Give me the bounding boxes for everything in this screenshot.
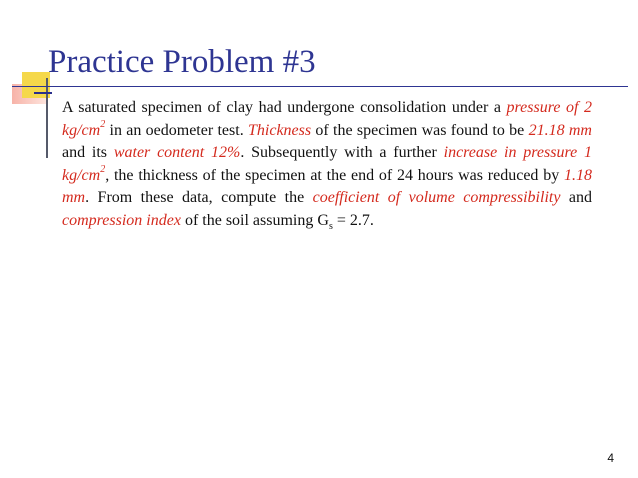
highlight-coefficient: coefficient of volume compressibility xyxy=(312,189,561,207)
highlight-thickness-value: 21.18 mm xyxy=(528,121,592,139)
problem-text: . From these data, compute the xyxy=(85,189,313,207)
highlight-pressure-increase: increase in pressure 1 $kg/cm^2$ xyxy=(62,144,593,184)
problem-text: in an oedometer test. xyxy=(105,121,248,139)
slide-title: Practice Problem #3 xyxy=(48,44,316,80)
problem-text: of the soil assuming G xyxy=(180,211,329,229)
problem-text: = 2.7. xyxy=(332,211,374,229)
highlight-pressure: pressure of 2 $kg/cm^2$ xyxy=(62,99,593,139)
decorative-horizontal-bar xyxy=(34,92,52,94)
subscript-s: s xyxy=(328,221,333,233)
title-underline xyxy=(12,86,628,87)
problem-text: A saturated specimen of clay had undergone consolidation under a xyxy=(62,99,507,116)
page-number: 4 xyxy=(607,451,614,465)
problem-text: and xyxy=(560,189,593,207)
highlight-compression-index: compression index xyxy=(62,211,181,229)
problem-text: , the thickness of the specimen at the end of 24 hours was reduced by xyxy=(105,166,564,184)
highlight-water-content: water content 12% xyxy=(113,144,241,162)
highlight-thickness: Thickness xyxy=(248,121,312,139)
problem-statement xyxy=(62,97,592,233)
highlight-reduction: 1.18 mm xyxy=(62,166,592,207)
problem-text: and its xyxy=(62,144,114,162)
decorative-vertical-line xyxy=(46,78,48,158)
problem-text: of the specimen was found to be xyxy=(311,121,529,139)
problem-text: . Subsequently with a further xyxy=(240,144,444,162)
